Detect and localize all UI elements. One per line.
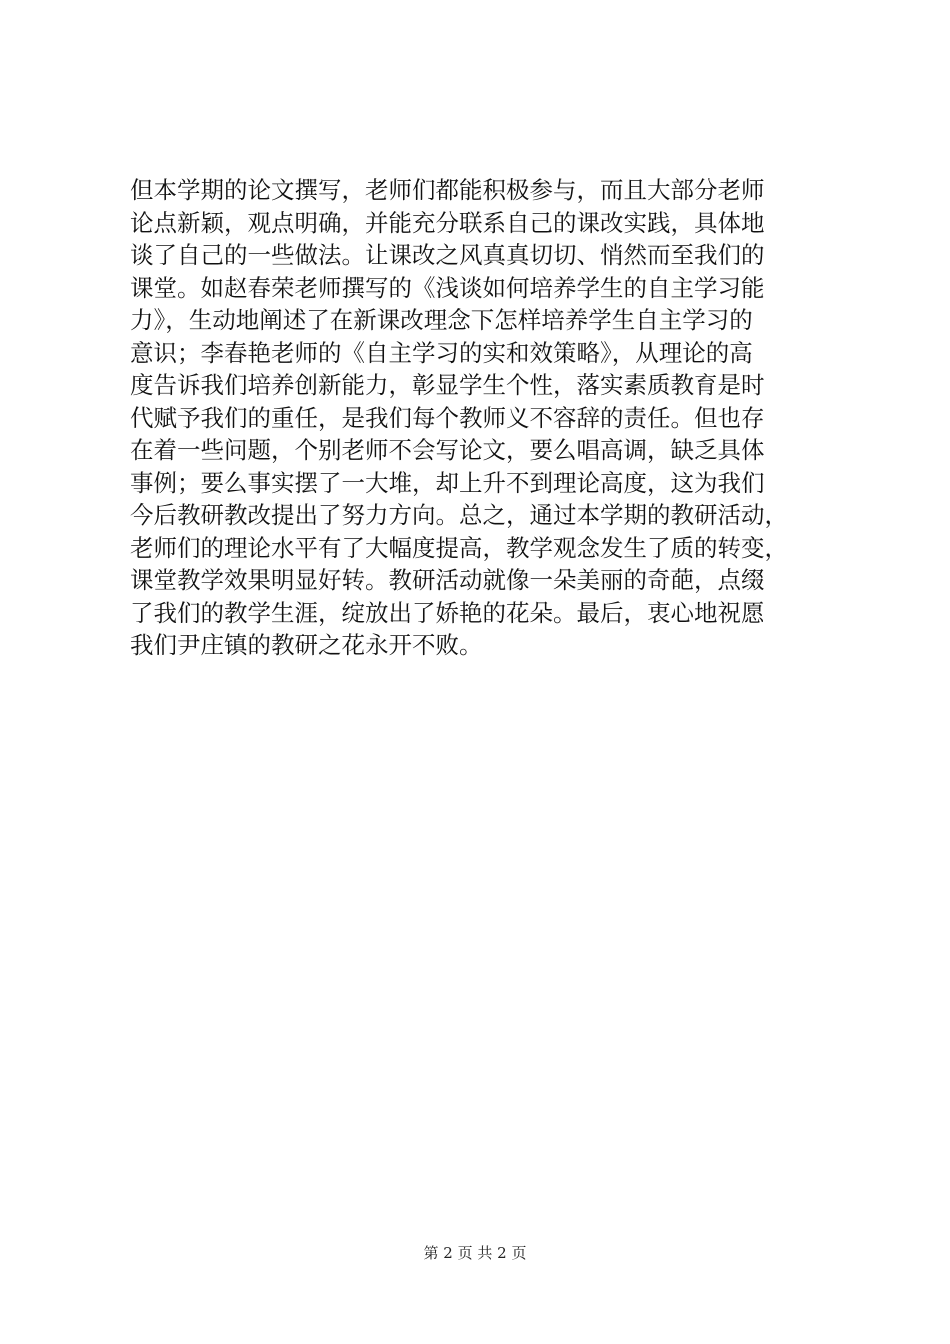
paragraph-line: 今后教研教改提出了努力方向。总之，通过本学期的教研活动， <box>130 501 788 529</box>
paragraph-line: 代赋予我们的重任，是我们每个教师义不容辞的责任。但也存 <box>130 403 765 432</box>
paragraph-line: 课堂教学效果明显好转。教研活动就像一朵美丽的奇葩，点缀 <box>130 566 765 594</box>
paragraph-line: 我们尹庄镇的教研之花永开不败。 <box>130 631 483 659</box>
paragraph-line: 课堂。如赵春荣老师撰写的《浅谈如何培养学生的自主学习能 <box>130 273 765 302</box>
paragraph-line: 了我们的教学生涯，绽放出了娇艳的花朵。最后，衷心地祝愿 <box>130 598 765 627</box>
paragraph-line: 论点新颖，观点明确，并能充分联系自己的课改实践，具体地 <box>130 208 765 237</box>
paragraph-line: 事例；要么事实摆了一大堆，却上升不到理论高度，这为我们 <box>130 468 765 497</box>
paragraph-line: 老师们的理论水平有了大幅度提高，教学观念发生了质的转变， <box>130 533 788 562</box>
paragraph-line: 谈了自己的一些做法。让课改之风真真切切、悄然而至我们的 <box>130 241 765 269</box>
paragraph-line: 在着一些问题，个别老师不会写论文，要么唱高调，缺乏具体 <box>130 436 765 464</box>
paragraph-line: 度告诉我们培养创新能力，彰显学生个性，落实素质教育是时 <box>130 371 765 399</box>
page-number-footer: 第 2 页 共 2 页 <box>423 1244 527 1262</box>
paragraph-line: 但本学期的论文撰写，老师们都能积极参与，而且大部分老师 <box>130 176 765 204</box>
paragraph-line: 意识；李春艳老师的《自主学习的实和效策略》，从理论的高 <box>130 338 753 367</box>
body-paragraph <box>130 174 830 662</box>
paragraph-line: 力》，生动地阐述了在新课改理念下怎样培养学生自主学习的 <box>130 306 753 334</box>
